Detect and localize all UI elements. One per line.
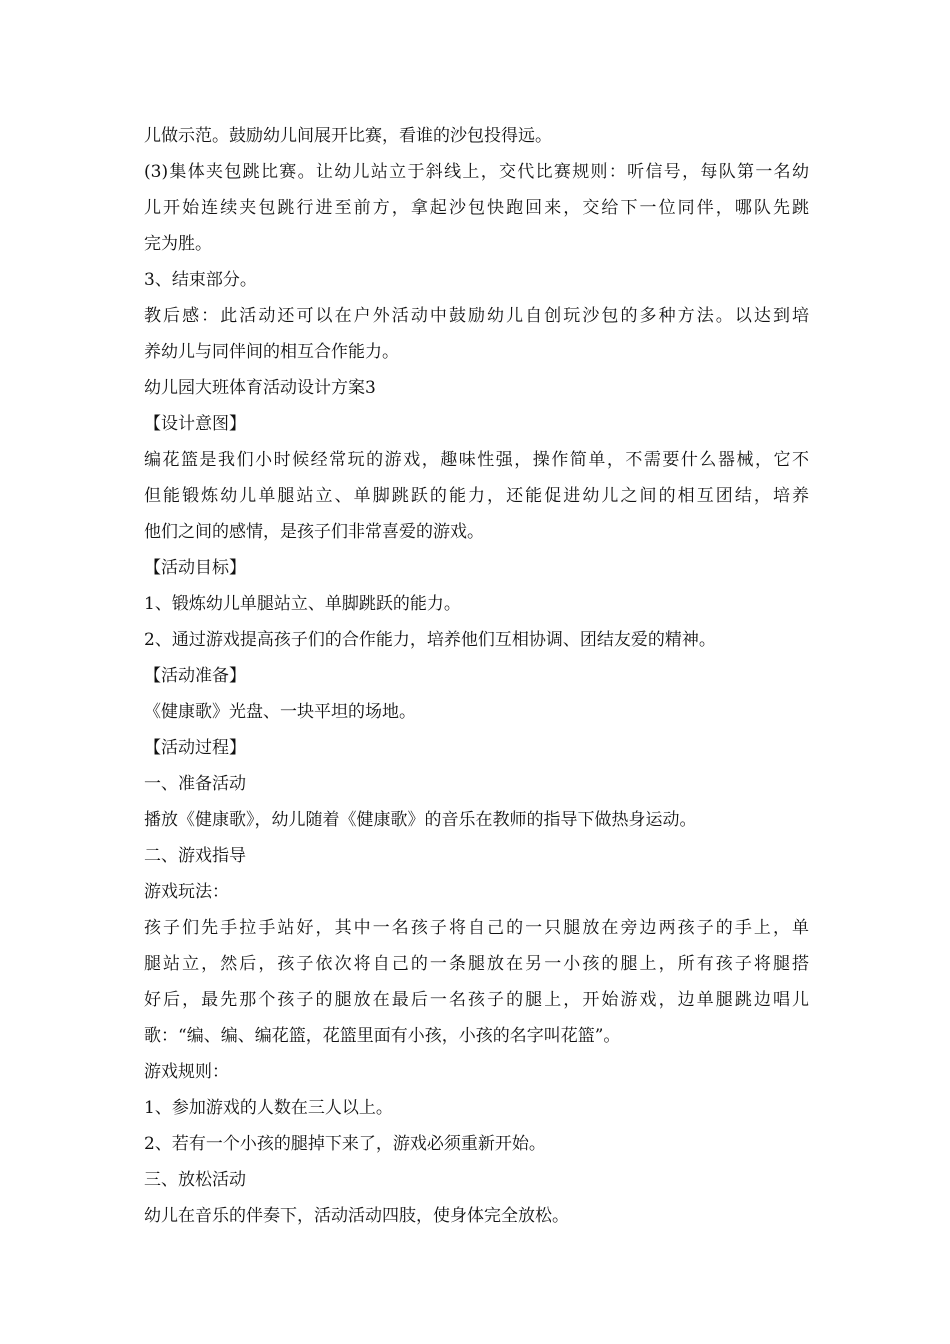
text-line: 2、通过游戏提高孩子们的合作能力，培养他们互相协调、团结友爱的精神。: [144, 630, 716, 650]
text-line: 【活动目标】: [144, 558, 246, 578]
text-line: 播放《健康歌》，幼儿随着《健康歌》的音乐在教师的指导下做热身运动。: [144, 810, 697, 830]
text-line: 【活动过程】: [144, 738, 246, 758]
text-line: 游戏规则：: [144, 1062, 229, 1082]
text-line: 养幼儿与同伴间的相互合作能力。: [144, 342, 399, 362]
text-line: 【设计意图】: [144, 414, 246, 434]
text-line: 3、结束部分。: [144, 270, 257, 290]
text-line: 儿开始连续夹包跳行进至前方，拿起沙包快跑回来，交给下一位同伴，哪队先跳: [144, 198, 809, 218]
text-line: 【活动准备】: [144, 666, 246, 686]
text-line: 儿做示范。鼓励幼儿间展开比赛，看谁的沙包投得远。: [144, 126, 552, 146]
text-line: 好后，最先那个孩子的腿放在最后一名孩子的腿上，开始游戏，边单腿跳边唱儿: [144, 990, 809, 1010]
text-line: 歌：“编、编、编花篮，花篮里面有小孩，小孩的名字叫花篮”。: [144, 1026, 621, 1046]
text-line: 二、游戏指导: [144, 846, 246, 866]
text-line: 幼儿园大班体育活动设计方案3: [144, 378, 376, 398]
text-line: 他们之间的感情，是孩子们非常喜爱的游戏。: [144, 522, 484, 542]
text-line: 2、若有一个小孩的腿掉下来了，游戏必须重新开始。: [144, 1134, 546, 1154]
text-line: 但能锻炼幼儿单腿站立、单脚跳跃的能力，还能促进幼儿之间的相互团结，培养: [144, 486, 809, 506]
text-line: 1、参加游戏的人数在三人以上。: [144, 1098, 393, 1118]
text-line: (3)集体夹包跳比赛。让幼儿站立于斜线上，交代比赛规则：听信号，每队第一名幼: [144, 162, 809, 182]
text-line: 完为胜。: [144, 234, 212, 254]
text-line: 《健康歌》光盘、一块平坦的场地。: [144, 702, 416, 722]
text-line: 编花篮是我们小时候经常玩的游戏，趣味性强，操作简单，不需要什么器械，它不: [144, 450, 809, 470]
text-line: 教后感：此活动还可以在户外活动中鼓励幼儿自创玩沙包的多种方法。以达到培: [144, 306, 809, 326]
text-line: 幼儿在音乐的伴奏下，活动活动四肢，使身体完全放松。: [144, 1206, 569, 1226]
text-line: 一、准备活动: [144, 774, 246, 794]
text-line: 孩子们先手拉手站好，其中一名孩子将自己的一只腿放在旁边两孩子的手上，单: [144, 918, 809, 938]
document-body: [144, 118, 809, 1234]
text-line: 三、放松活动: [144, 1170, 246, 1190]
text-line: 腿站立，然后，孩子依次将自己的一条腿放在另一小孩的腿上，所有孩子将腿搭: [144, 954, 809, 974]
text-line: 游戏玩法：: [144, 882, 229, 902]
text-line: 1、锻炼幼儿单腿站立、单脚跳跃的能力。: [144, 594, 461, 614]
